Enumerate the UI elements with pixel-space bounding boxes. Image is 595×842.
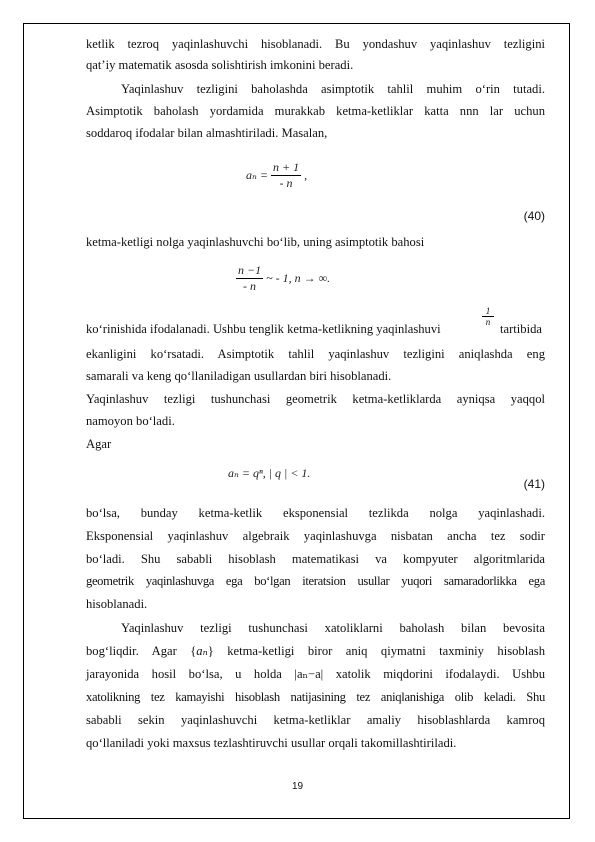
- text-line: sababli sekin yaqinlashuvchi ketma-ketliklar amaliy hisoblashlarda kamroq: [86, 713, 545, 727]
- text-line: bo‘ladi. Shu sababli hisoblash matematikasi va kompyuter algoritmlarida: [86, 552, 545, 566]
- text-line: bo‘lsa, bunday ketma-ketlik eksponensial tezlikda nolga yaqinlashadi.: [86, 506, 545, 520]
- text-line-with-symbol: [86, 667, 545, 681]
- text-line: Yaqinlashuv tezligi tushunchasi geometrik ketma-ketliklarda ayniqsa yaqqol: [86, 392, 545, 406]
- text-line: Asimptotik baholash yordamida murakkab ketma-ketliklar katta nnn lar uchun: [86, 104, 545, 118]
- eq40-denominator: - n: [279, 176, 293, 190]
- asym-denominator: - n: [243, 279, 257, 293]
- text-line: ketma-ketligi nolga yaqinlashuvchi bo‘lib, uning asimptotik bahosi: [86, 235, 425, 249]
- asym-fraction: [236, 263, 263, 294]
- sequence-symbol: aₙ: [196, 644, 208, 658]
- asym-numerator: n −1: [238, 263, 262, 277]
- equation-number-41: (41): [523, 477, 545, 491]
- equation-asymptotic: [236, 263, 330, 294]
- text-segment: −a| xatolik miqdorini ifodalaydi. Ushbu: [307, 667, 545, 681]
- page-number: 19: [291, 781, 304, 792]
- inline-fraction: [482, 306, 494, 327]
- text-line: ko‘rinishida ifodalanadi. Ushbu tenglik ketma-ketlikning yaqinlashuvi: [86, 322, 441, 336]
- text-line: Yaqinlashuv tezligini baholashda asimptotik tahlil muhim o‘rin tutadi.: [121, 82, 545, 96]
- text-line: namoyon bo‘ladi.: [86, 414, 175, 428]
- text-line: tartibida: [500, 322, 542, 336]
- text-line: qo‘llaniladi yoki maxsus tezlashtiruvchi usullar orqali takomillashtiriladi.: [86, 736, 457, 750]
- text-line: geometrik yaqinlashuvga ega bo‘lgan iteratsion usullar yuqori samaradorlikka ega: [86, 574, 545, 588]
- text-line: qat’iy matematik asosda solishtirish imkonini beradi.: [86, 58, 354, 72]
- equation-41: aₙ = qⁿ, | q | < 1.: [228, 466, 311, 480]
- text-line: ekanligini ko‘rsatadi. Asimptotik tahlil yaqinlashuv tezligini aniqlashda eng: [86, 347, 545, 361]
- eq40-fraction: [271, 160, 301, 191]
- equation-40: [246, 160, 307, 191]
- inline-frac-num: 1: [482, 306, 494, 317]
- eq40-tail: ,: [304, 168, 308, 182]
- text-segment: jarayonida hosil bo‘lsa, u holda |: [86, 667, 297, 681]
- text-line: soddaroq ifodalar bilan almashtiriladi. Masalan,: [86, 126, 328, 140]
- text-line: Agar: [86, 437, 112, 451]
- text-line: hisoblanadi.: [86, 597, 148, 611]
- text-line: ketlik tezroq yaqinlashuvchi hisoblanadi. Bu yondashuv yaqinlashuv tezligini: [86, 37, 545, 51]
- text-line-with-symbol: [86, 644, 545, 658]
- asym-rest: ~ - 1, n → ∞.: [266, 271, 331, 285]
- text-line: xatolikning tez kamayishi hisoblash natijasining tez aniqlanishiga olib keladi. Shu: [86, 690, 545, 704]
- equation-number-40: (40): [523, 209, 545, 223]
- text-line: samarali va keng qo‘llaniladigan usullardan biri hisoblanadi.: [86, 369, 392, 383]
- eq40-numerator: n + 1: [272, 160, 300, 174]
- sequence-symbol: aₙ: [296, 667, 308, 681]
- eq40-lhs: aₙ =: [246, 168, 268, 182]
- text-line: Yaqinlashuv tezligi tushunchasi xatoliklarni baholash bilan bevosita: [121, 621, 545, 635]
- text-segment: } ketma-ketligi biror aniq qiymatni taxminiy hisoblash: [207, 644, 545, 658]
- inline-frac-den: n: [485, 317, 491, 327]
- text-segment: bog‘liqdir. Agar {: [86, 644, 197, 658]
- text-line: Eksponensial yaqinlashuv algebraik yaqinlashuvga nisbatan ancha tez sodir: [86, 529, 545, 543]
